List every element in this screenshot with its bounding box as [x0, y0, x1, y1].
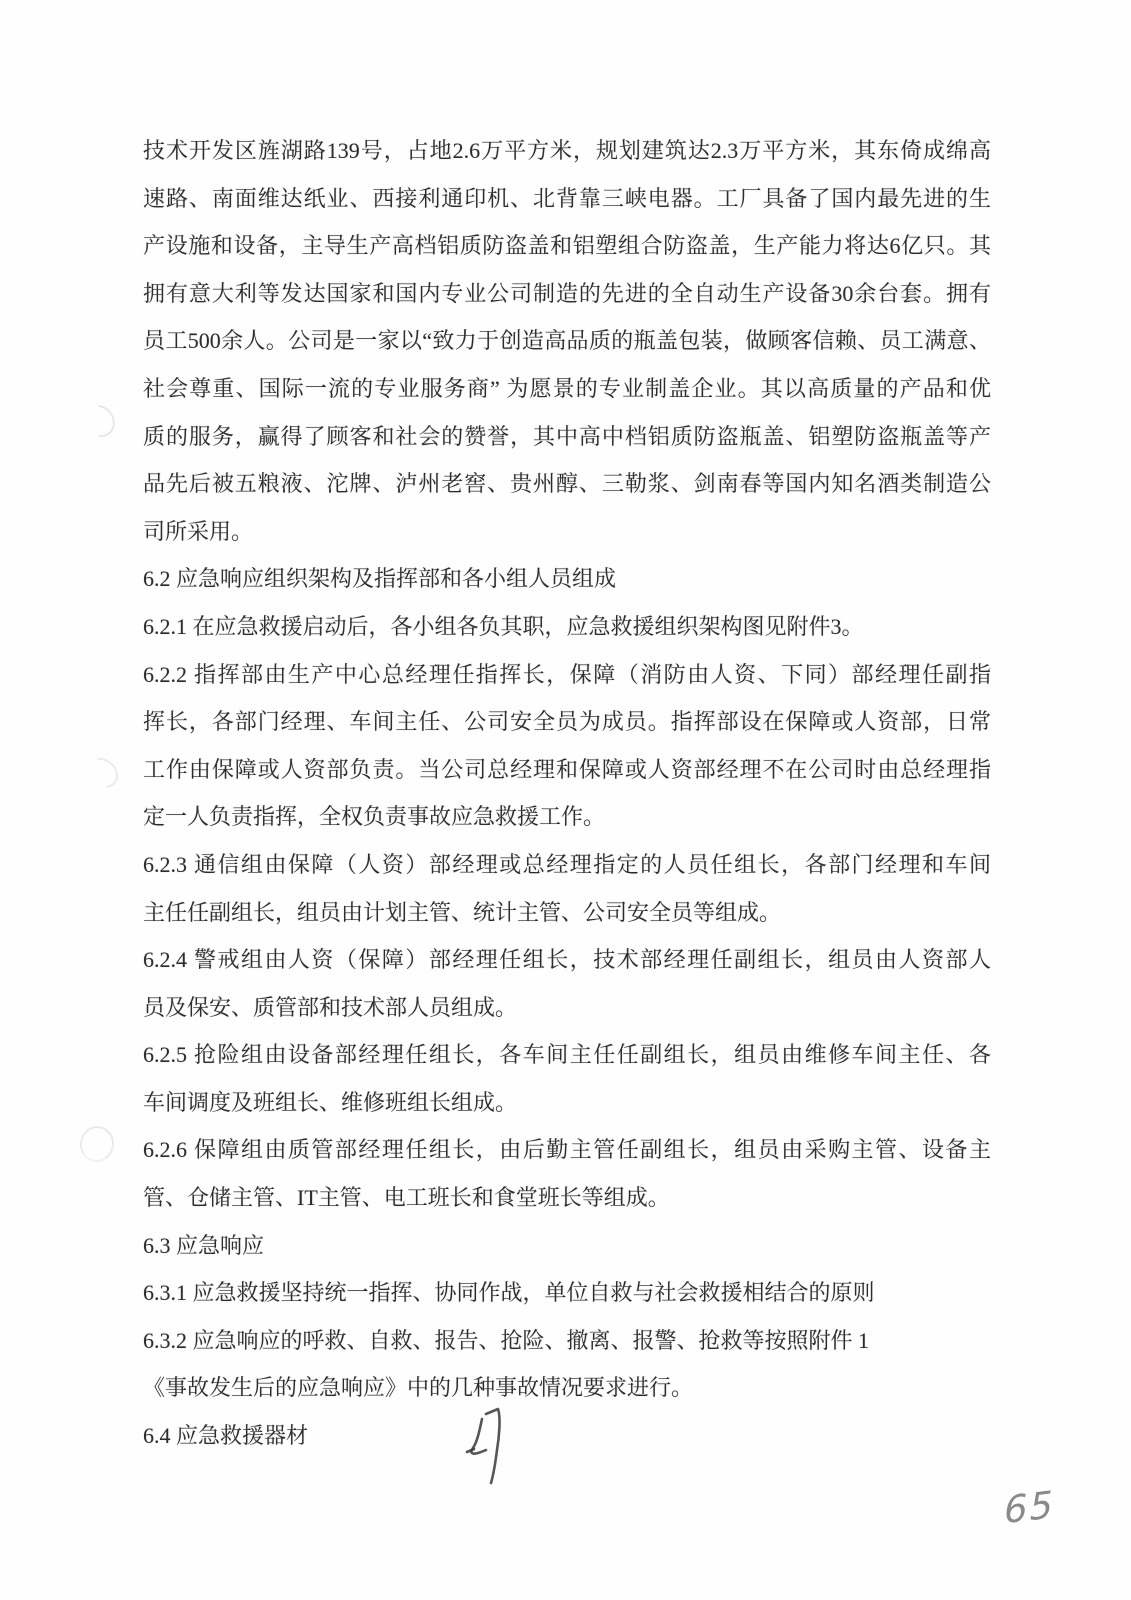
text-line: 社会尊重、国际一流的专业服务商” 为愿景的专业制盖企业。其以高质量的产品和优 — [143, 375, 991, 401]
text-line: 技术开发区旌湖路139号，占地2.6万平方米，规划建筑达2.3万平方米，其东倚成绵高 — [143, 138, 991, 163]
scan-artifact-circle — [77, 398, 122, 443]
text-line: 主任任副组长，组员由计划主管、统计主管、公司安全员等组成。 — [143, 899, 782, 925]
text-line: 6.2.2 指挥部由生产中心总经理任指挥长，保障（消防由人资、下同）部经理任副指 — [143, 661, 991, 687]
text-line: 6.2 应急响应组织架构及指挥部和各小组人员组成 — [143, 566, 617, 592]
handwritten-scribble — [440, 1393, 520, 1503]
text-line: 6.3.2 应急响应的呼救、自救、报告、抢险、撤离、报警、抢救等按照附件 1 — [143, 1327, 870, 1353]
text-line: 员工500余人。公司是一家以“致力于创造高品质的瓶盖包装，做顾客信赖、员工满意、 — [143, 328, 991, 354]
text-line: 6.2.1 在应急救援启动后，各小组各负其职，应急救援组织架构图见附件3。 — [143, 613, 864, 639]
text-line: 司所采用。 — [143, 518, 254, 544]
text-line: 管、仓储主管、IT主管、电工班长和食堂班长等组成。 — [143, 1185, 670, 1211]
text-line: 品先后被五粮液、沱牌、泸州老窖、贵州醇、三勒浆、剑南春等国内知名酒类制造公 — [143, 471, 991, 497]
text-line: 《事故发生后的应急响应》中的几种事故情况要求进行。 — [143, 1375, 694, 1401]
text-line: 车间调度及班组长、维修班组长组成。 — [143, 1089, 518, 1115]
text-line: 6.4 应急救援器材 — [143, 1423, 309, 1449]
text-line: 6.2.4 警戒组由人资（保障）部经理任组长，技术部经理任副组长，组员由人资部人 — [143, 947, 991, 973]
text-line: 6.3.1 应急救援坚持统一指挥、协同作战，单位自救与社会救援相结合的原则 — [143, 1280, 875, 1306]
text-line: 工作由保障或人资部负责。当公司总经理和保障或人资部经理不在公司时由总经理指 — [143, 756, 991, 782]
text-line: 定一人负责指挥，全权负责事故应急救援工作。 — [143, 804, 606, 830]
text-line: 质的服务，赢得了顾客和社会的赞誉，其中高中档铝质防盗瓶盖、铝塑防盗瓶盖等产 — [143, 423, 991, 449]
scan-artifact-circle — [80, 752, 124, 794]
text-line: 员及保安、质管部和技术部人员组成。 — [143, 994, 518, 1020]
text-line: 产设施和设备，主导生产高档铝质防盗盖和铝塑组合防盗盖，生产能力将达6亿只。其 — [143, 233, 991, 259]
text-line: 6.3 应急响应 — [143, 1232, 265, 1258]
text-line: 挥长，各部门经理、车间主任、公司安全员为成员。指挥部设在保障或人资部，日常 — [143, 709, 991, 735]
scan-artifact-circle — [77, 1123, 118, 1165]
text-line: 6.2.6 保障组由质管部经理任组长，由后勤主管任副组长，组员由采购主管、设备主 — [143, 1137, 991, 1163]
text-line: 速路、南面维达纸业、西接利通印机、北背靠三峡电器。工厂具备了国内最先进的生 — [143, 185, 991, 211]
document-text-block — [143, 127, 991, 1460]
text-line: 6.2.3 通信组由保障（人资）部经理或总经理指定的人员任组长，各部门经理和车间 — [143, 851, 991, 877]
text-line: 拥有意大利等发达国家和国内专业公司制造的先进的全自动生产设备30余台套。拥有 — [143, 280, 991, 306]
handwritten-page-number: 65 — [1003, 1482, 1056, 1533]
text-line: 6.2.5 抢险组由设备部经理任组长，各车间主任任副组长，组员由维修车间主任、各 — [143, 1042, 991, 1068]
